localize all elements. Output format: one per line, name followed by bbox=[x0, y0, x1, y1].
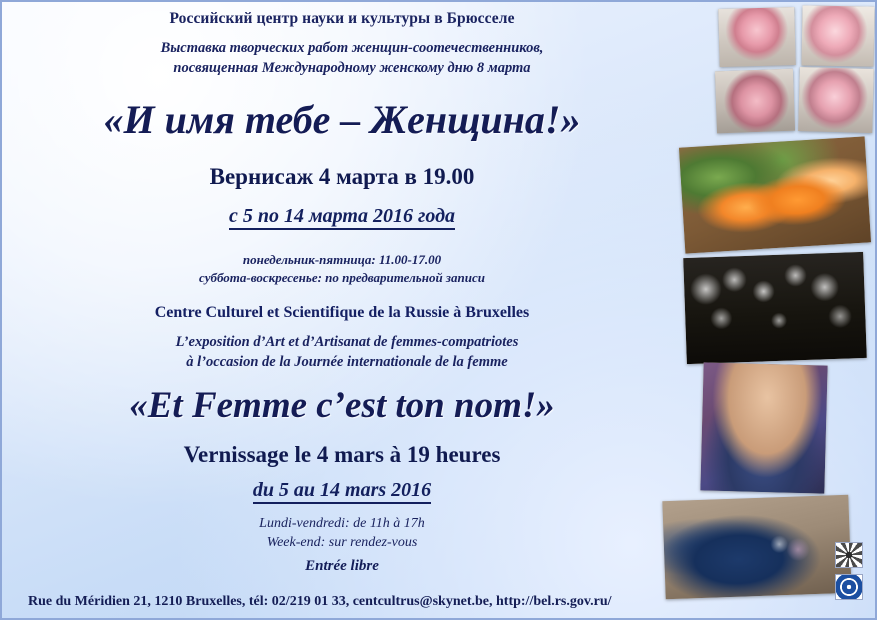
rossotrudnichestvo-logo-icon bbox=[836, 543, 862, 567]
bouquet-photo-2-image bbox=[801, 5, 874, 66]
bracelet-photo-image bbox=[662, 495, 851, 599]
orange-flowers-photo bbox=[679, 136, 871, 253]
event-subtitle-fr-line2: à l’occasion de la Journée internationale de la femme bbox=[186, 354, 508, 370]
opening-hours-fr bbox=[2, 514, 682, 552]
orange-flowers-photo-image bbox=[679, 136, 871, 253]
exhibition-dates-ru-text: с 5 по 14 марта 2016 года bbox=[229, 205, 455, 230]
event-subtitle-ru-line1: Выставка творческих работ женщин-соотечественников, bbox=[160, 40, 544, 56]
portrait-photo-image bbox=[700, 362, 827, 493]
dandelions-photo bbox=[683, 252, 867, 364]
free-entry-note: Entrée libre bbox=[305, 558, 379, 574]
dandelions-photo-image bbox=[683, 252, 867, 364]
exhibition-dates-ru bbox=[2, 205, 682, 228]
poster-text-column bbox=[2, 2, 682, 620]
bouquet-photo-1 bbox=[718, 7, 795, 67]
main-title-fr: «Et Femme c’est ton nom!» bbox=[129, 385, 555, 426]
bracelet-photo bbox=[662, 495, 851, 599]
bouquet-photo-3 bbox=[715, 69, 795, 134]
event-subtitle-ru bbox=[62, 38, 642, 78]
bouquet-photo-4-image bbox=[798, 67, 874, 133]
opening-hours-ru bbox=[2, 251, 682, 287]
organization-title-ru: Российский центр науки и культуры в Брюсселе bbox=[169, 10, 515, 27]
globe-logo bbox=[835, 574, 863, 600]
opening-hours-ru-weekend: суббота-воскресенье: по предварительной записи bbox=[199, 270, 485, 285]
opening-hours-fr-weekdays: Lundi-vendredi: de 11h à 17h bbox=[259, 516, 425, 531]
bouquet-photo-1-image bbox=[718, 7, 795, 67]
bouquet-photo-4 bbox=[798, 67, 874, 133]
bouquet-photo-2 bbox=[801, 5, 874, 66]
exhibition-dates-fr bbox=[2, 479, 682, 502]
bouquet-photo-3-image bbox=[715, 69, 795, 134]
organization-title-fr: Centre Culturel et Scientifique de la Russie à Bruxelles bbox=[154, 304, 530, 321]
contact-footer: Rue du Méridien 21, 1210 Bruxelles, tél: 02/219 01 33, centcultrus@skynet.be, http://bel.rs.gov.ru/ bbox=[28, 594, 612, 609]
exhibition-dates-fr-text: du 5 au 14 mars 2016 bbox=[253, 479, 431, 504]
vernissage-ru: Вернисаж 4 марта в 19.00 bbox=[209, 164, 475, 189]
globe-icon bbox=[836, 575, 862, 599]
portrait-photo bbox=[700, 362, 827, 493]
vernissage-fr: Vernissage le 4 mars à 19 heures bbox=[183, 442, 501, 467]
event-subtitle-ru-line2: посвященная Международному женскому дню 8 марта bbox=[173, 60, 531, 76]
main-title-ru: «И имя тебе – Женщина!» bbox=[103, 97, 581, 142]
event-subtitle-fr-line1: L’exposition d’Art et d’Artisanat de femmes-compatriotes bbox=[175, 334, 519, 350]
opening-hours-ru-weekdays: понедельник-пятница: 11.00-17.00 bbox=[242, 252, 442, 267]
rossotrudnichestvo-logo bbox=[835, 542, 863, 568]
opening-hours-fr-weekend: Week-end: sur rendez-vous bbox=[266, 535, 418, 550]
event-subtitle-fr bbox=[42, 332, 652, 372]
